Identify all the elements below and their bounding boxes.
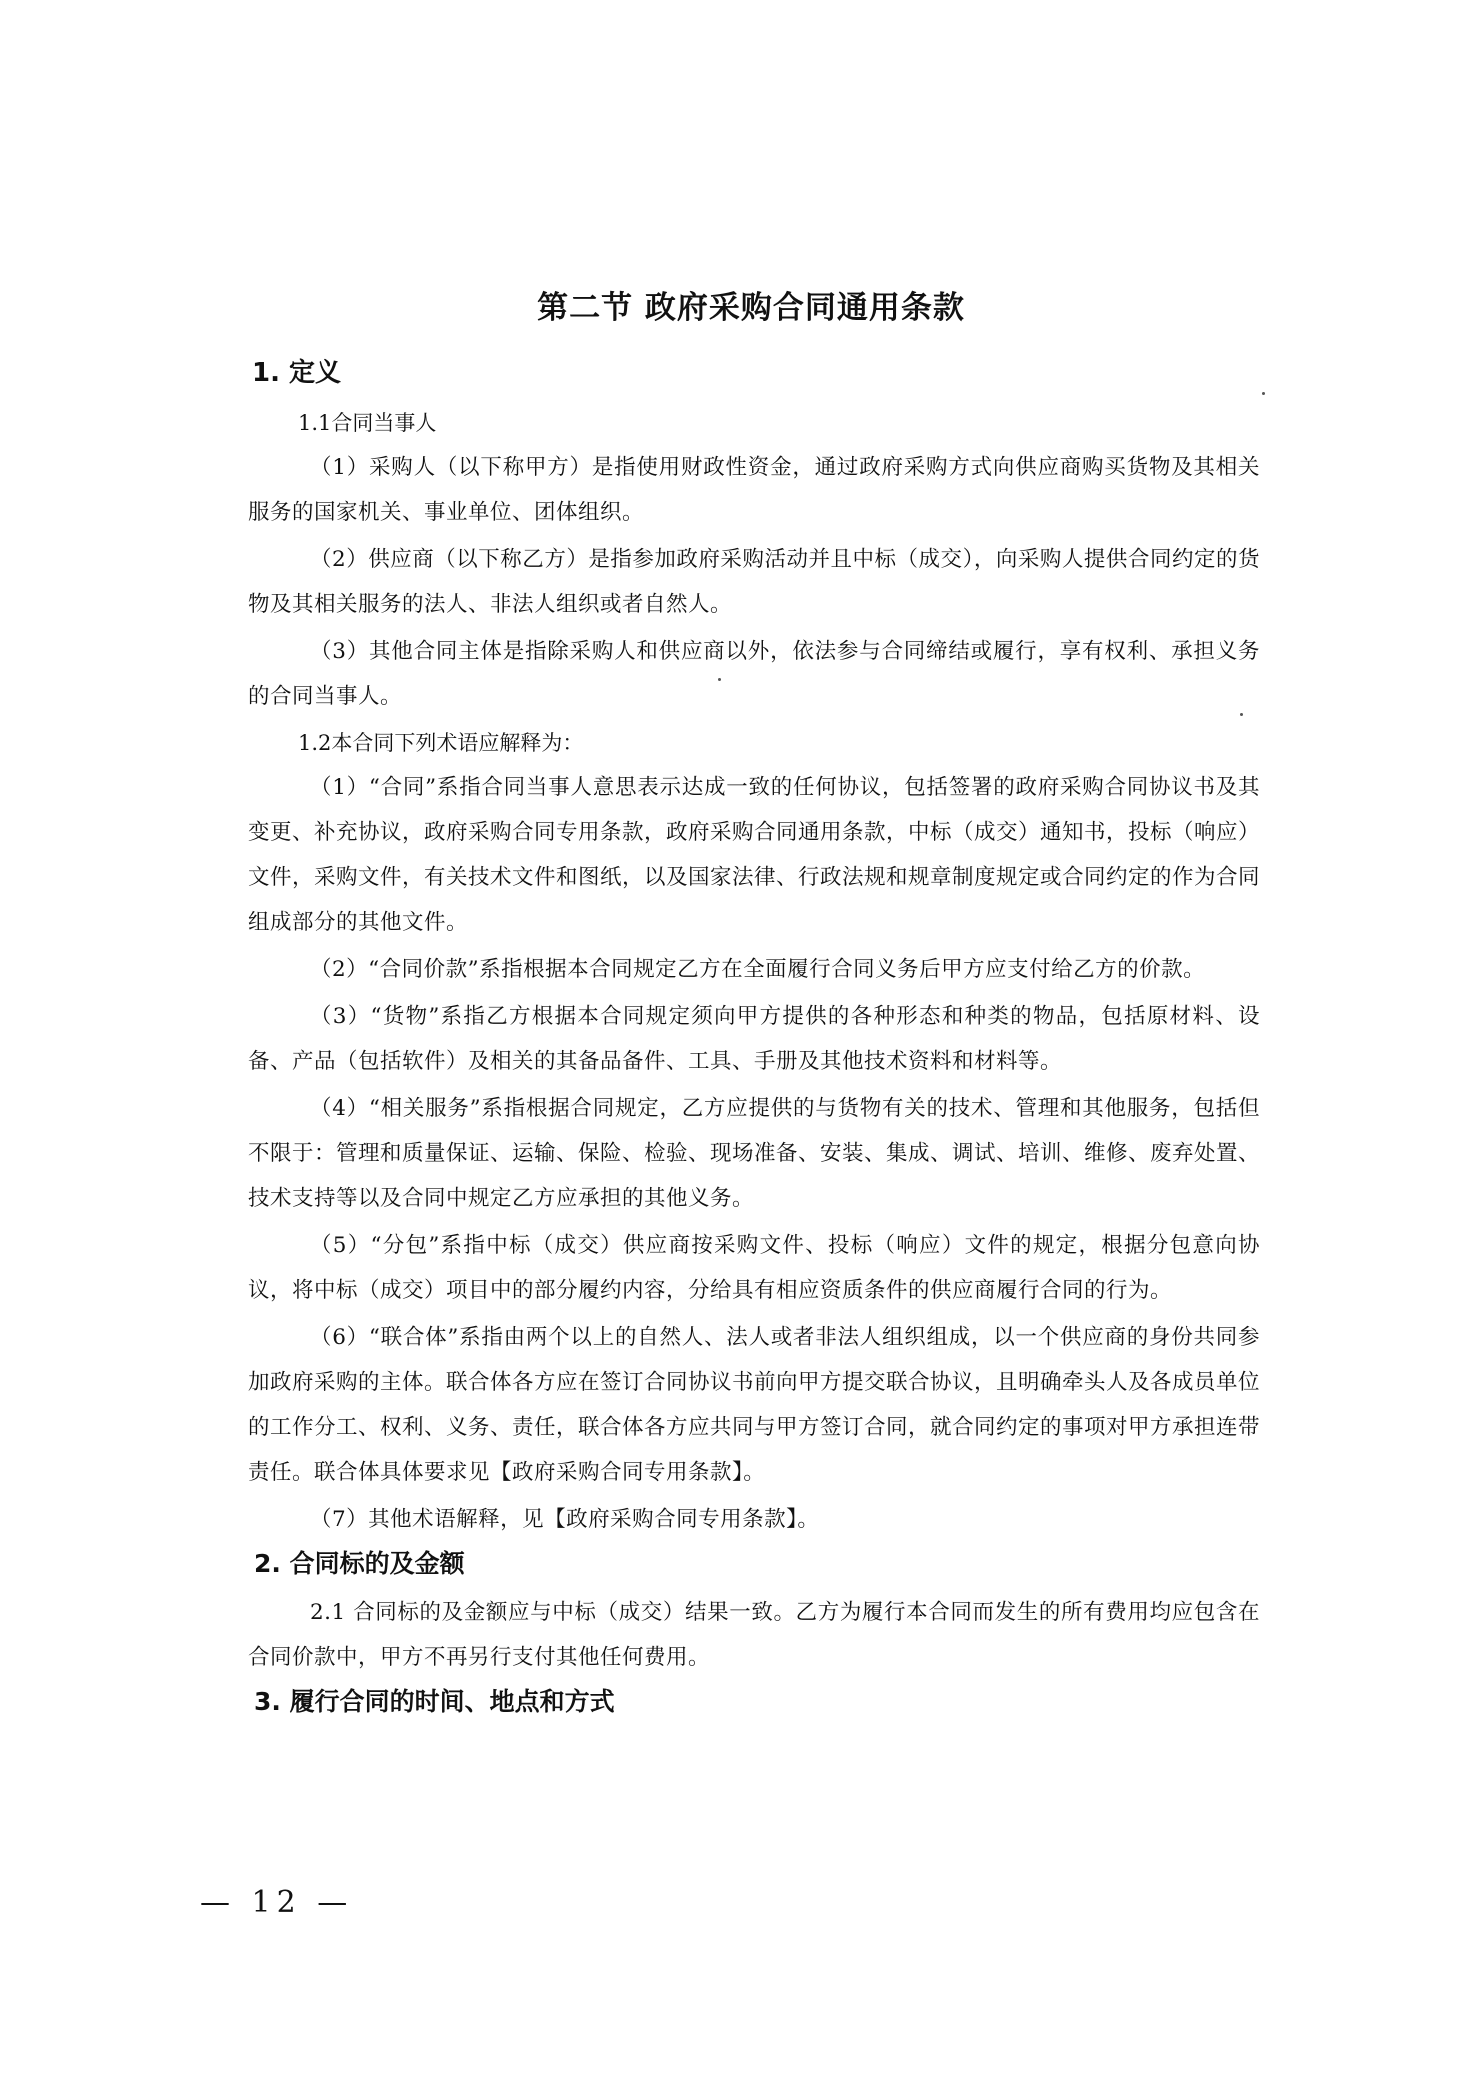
paragraph-term-services: （4）“相关服务”系指根据合同规定，乙方应提供的与货物有关的技术、管理和其他服务，包括但不限于：管理和质量保证、运输、保险、检验、现场准备、安装、集成、调试、培训、维修、废弃处置、技术支持等以及合同中规定乙方应承担的其他义务。 xyxy=(248,1096,1261,1211)
subsection-terms: 1.2本合同下列术语应解释为： xyxy=(298,731,584,755)
paragraph-supplier: （2）供应商（以下称乙方）是指参加政府采购活动并且中标（成交），向采购人提供合同约定的货物及其相关服务的法人、非法人组织或者自然人。 xyxy=(248,547,1260,617)
document-body xyxy=(248,355,1260,1728)
scan-speck xyxy=(1262,392,1265,395)
scan-speck xyxy=(1240,713,1243,716)
paragraph-subject-amount: 2.1 合同标的及金额应与中标（成交）结果一致。乙方为履行本合同而发生的所有费用均应包含在合同价款中，甲方不再另行支付其他任何费用。 xyxy=(248,1600,1260,1670)
scan-speck xyxy=(718,678,721,681)
paragraph-term-price: （2）“合同价款”系指根据本合同规定乙方在全面履行合同义务后甲方应支付给乙方的价款。 xyxy=(310,957,1206,982)
paragraph-term-contract: （1）“合同”系指合同当事人意思表示达成一致的任何协议，包括签署的政府采购合同协议书及其变更、补充协议，政府采购合同专用条款，政府采购合同通用条款，中标（成交）通知书，投标（响应）文件，采购文件，有关技术文件和图纸，以及国家法律、行政法规和规章制度规定或合同约定的作为合同组成部分的其他文件。 xyxy=(248,775,1261,935)
section-heading-performance: 3. 履行合同的时间、地点和方式 xyxy=(254,1687,615,1716)
paragraph-term-consortium: （6）“联合体”系指由两个以上的自然人、法人或者非法人组织组成，以一个供应商的身份共同参加政府采购的主体。联合体各方应在签订合同协议书前向甲方提交联合协议，且明确牵头人及各成员单位的工作分工、权利、义务、责任，联合体各方应共同与甲方签订合同，就合同约定的事项对甲方承担连带责任。联合体具体要求见【政府采购合同专用条款】。 xyxy=(248,1325,1261,1485)
page-title: 第二节 政府采购合同通用条款 xyxy=(537,290,965,326)
section-heading-subject-amount: 2. 合同标的及金额 xyxy=(254,1549,465,1578)
paragraph-term-other: （7）其他术语解释，见【政府采购合同专用条款】。 xyxy=(310,1507,820,1532)
paragraph-other-parties: （3）其他合同主体是指除采购人和供应商以外，依法参与合同缔结或履行，享有权利、承担义务的合同当事人。 xyxy=(248,639,1260,709)
subsection-parties: 1.1合同当事人 xyxy=(298,411,437,435)
paragraph-purchaser: （1）采购人（以下称甲方）是指使用财政性资金，通过政府采购方式向供应商购买货物及其相关服务的国家机关、事业单位、团体组织。 xyxy=(248,455,1260,525)
paragraph-term-subcontract: （5）“分包”系指中标（成交）供应商按采购文件、投标（响应）文件的规定，根据分包意向协议，将中标（成交）项目中的部分履约内容，分给具有相应资质条件的供应商履行合同的行为。 xyxy=(248,1233,1260,1303)
paragraph-term-goods: （3）“货物”系指乙方根据本合同规定须向甲方提供的各种形态和种类的物品，包括原材料、设备、产品（包括软件）及相关的其备品备件、工具、手册及其他技术资料和材料等。 xyxy=(248,1004,1260,1074)
section-heading-definitions: 1. 定义 xyxy=(252,358,342,388)
page-number: — 12 — xyxy=(200,1885,354,1920)
